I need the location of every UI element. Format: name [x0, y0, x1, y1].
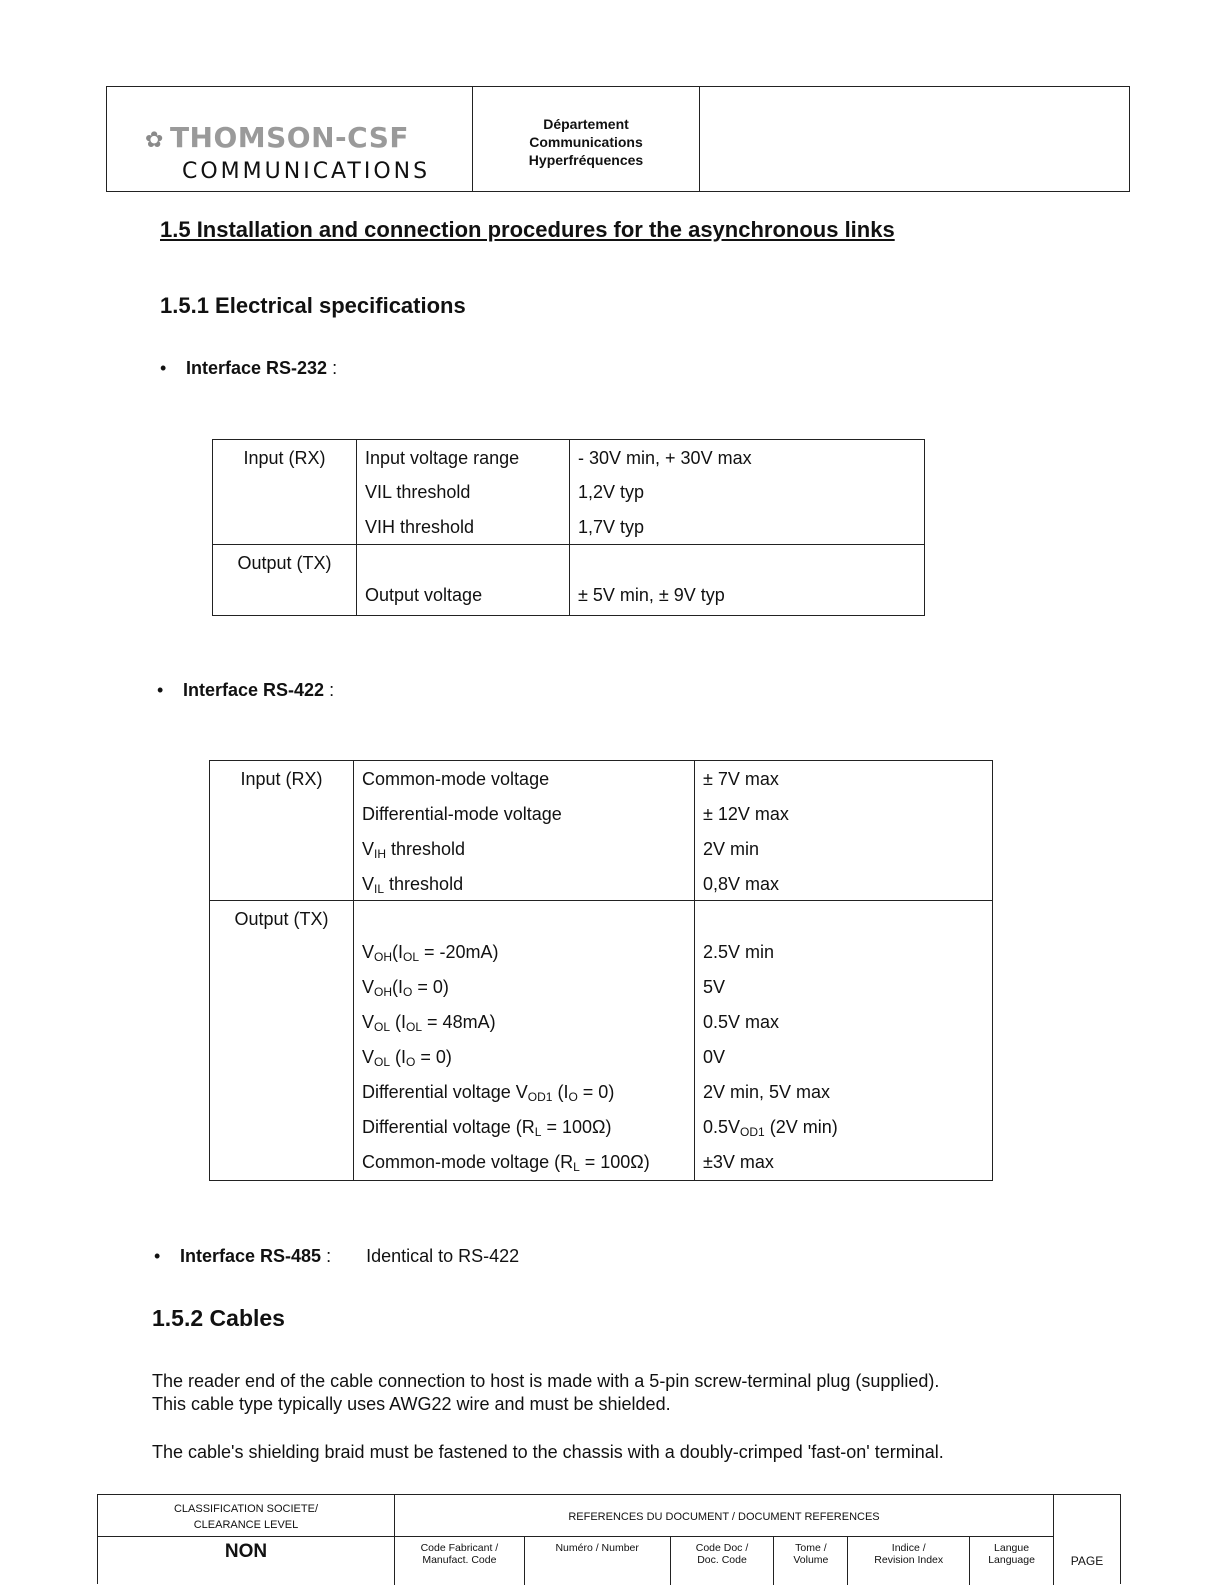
- column-label: Numéro / Number: [555, 1542, 639, 1554]
- empty-cell: [210, 936, 354, 971]
- bullet-label: Interface RS-422: [183, 680, 325, 700]
- logo-subtitle: COMMUNICATIONS: [182, 159, 431, 184]
- document-footer: [97, 1494, 1121, 1584]
- value-cell: 0,8V max: [703, 873, 780, 894]
- group-label: Input (RX): [210, 761, 354, 796]
- param-cell: $V_{OH}(I_O = 0)$: [354, 971, 695, 1006]
- table-row: [210, 796, 993, 831]
- table-row: [210, 1076, 993, 1111]
- group-label: Output (TX): [213, 545, 357, 581]
- divider: [98, 1536, 394, 1537]
- section-title: 1.5 Installation and connection procedures for the asynchronous links: [160, 217, 895, 242]
- param-cell: Common-mode voltage: [354, 761, 695, 796]
- value-cell: ± 7V max: [703, 769, 779, 789]
- dept-line: Hyperfréquences: [528, 152, 644, 168]
- empty-cell: [210, 1041, 354, 1076]
- bullet-suffix: :: [327, 358, 338, 378]
- dept-line: Département: [543, 116, 629, 132]
- column-label: Doc. Code: [697, 1554, 747, 1566]
- value-cell: 2.5V min: [703, 941, 775, 962]
- page-label: PAGE: [1070, 1554, 1104, 1568]
- value-cell: 5V: [703, 976, 726, 997]
- column-label: Code Fabricant /: [420, 1542, 499, 1554]
- cables-paragraph: The cable's shielding braid must be fastened to the chassis with a doubly-crimped 'fast-on' terminal.: [152, 1442, 944, 1462]
- column-label: Manufact. Code: [422, 1554, 497, 1566]
- param-cell: Output voltage: [357, 581, 570, 616]
- reference-column: [848, 1536, 970, 1585]
- reference-column: [525, 1536, 671, 1585]
- label-line: CLASSIFICATION SOCIETE/: [173, 1503, 319, 1515]
- value-cell: 1,2V typ: [578, 481, 645, 502]
- cables-paragraph: [152, 1370, 939, 1416]
- table-row: [210, 761, 993, 796]
- subsection-title: 1.5.1 Electrical specifications: [160, 293, 466, 318]
- value-cell: 0.5V max: [703, 1011, 780, 1032]
- empty-cell: [210, 971, 354, 1006]
- department-cell: [473, 87, 700, 191]
- param-cell: VIH threshold: [357, 509, 570, 545]
- bullet-icon: •: [154, 1246, 161, 1266]
- bullet-rs232: [160, 358, 337, 379]
- table-row: [213, 474, 925, 509]
- param-cell: Differential voltage $(R_L = 100\Omega)$: [354, 1111, 695, 1146]
- empty-cell: [213, 474, 357, 509]
- param-cell: $V_{IL}$ threshold: [354, 866, 695, 901]
- column-label: Langue: [994, 1542, 1030, 1554]
- value-cell: - 30V min, + 30V max: [578, 448, 752, 468]
- bullet-label: Interface RS-485: [180, 1246, 322, 1266]
- param-cell: $V_{OL}$ $(I_{OL} = 48mA)$: [354, 1006, 695, 1041]
- reference-column: [774, 1536, 848, 1585]
- table-row: [210, 936, 993, 971]
- param-cell: $V_{IH}$ threshold: [354, 831, 695, 866]
- reference-columns: [395, 1536, 1053, 1585]
- bullet-label: Interface RS-232: [186, 358, 328, 378]
- empty-cell: [357, 545, 570, 581]
- logo-mark-icon: ✿: [145, 128, 164, 153]
- table-row: [210, 901, 993, 936]
- empty-cell: [210, 796, 354, 831]
- table-row: [210, 1111, 993, 1146]
- bullet-rs422: [157, 680, 334, 701]
- table-row: [210, 971, 993, 1006]
- table-row: [213, 440, 925, 474]
- bullet-suffix: :: [321, 1246, 332, 1266]
- value-cell: ± 12V max: [703, 803, 789, 824]
- empty-cell: [210, 831, 354, 866]
- references-cell: [395, 1495, 1054, 1585]
- empty-cell: [210, 1111, 354, 1146]
- group-label: Input (RX): [213, 440, 357, 474]
- value-cell: 2V min, 5V max: [703, 1081, 831, 1102]
- empty-cell: [213, 509, 357, 545]
- reference-column: [970, 1536, 1053, 1585]
- rs232-table: [212, 439, 925, 616]
- empty-cell: [210, 866, 354, 901]
- reference-column: [671, 1536, 775, 1585]
- group-label: Output (TX): [210, 901, 354, 936]
- param-cell: Differential voltage $V_{OD1}$ $(I_O = 0)$: [354, 1076, 695, 1111]
- classification-value: NON: [224, 1541, 268, 1562]
- table-row: [210, 1146, 993, 1181]
- document-header: [106, 86, 1130, 192]
- value-cell: 2V min: [703, 838, 760, 859]
- table-row: [210, 1041, 993, 1076]
- logo-cell: [107, 87, 473, 191]
- value-cell: $0.5V_{OD1}$ (2V min): [703, 1116, 838, 1139]
- rs422-body: [210, 761, 993, 1181]
- label-line: CLEARANCE LEVEL: [193, 1519, 299, 1531]
- rs422-table: [209, 760, 993, 1181]
- value-cell: ±3V max: [703, 1151, 774, 1172]
- company-logo: [145, 121, 409, 154]
- header-blank-cell: [700, 87, 1129, 191]
- bullet-text: Identical to RS-422: [366, 1246, 520, 1266]
- table-row: [210, 831, 993, 866]
- table-row: [213, 545, 925, 581]
- classification-label: [98, 1501, 394, 1533]
- column-label: Indice /: [891, 1542, 926, 1554]
- param-cell: Input voltage range: [357, 440, 570, 474]
- empty-cell: [210, 1006, 354, 1041]
- table-row: [213, 581, 925, 616]
- logo-brand: THOMSON-CSF: [169, 121, 410, 154]
- param-cell: VIL threshold: [357, 474, 570, 509]
- dept-line: Communications: [529, 134, 643, 150]
- table-row: [210, 1006, 993, 1041]
- references-title: REFERENCES DU DOCUMENT / DOCUMENT REFERENCES: [568, 1511, 880, 1523]
- bullet-icon: •: [160, 358, 167, 378]
- table-row: [210, 866, 993, 901]
- table-row: [213, 509, 925, 545]
- column-label: Volume: [793, 1554, 829, 1566]
- param-cell: $V_{OL}$ $(I_O = 0)$: [354, 1041, 695, 1076]
- reference-column: [395, 1536, 525, 1585]
- bullet-suffix: :: [324, 680, 335, 700]
- param-cell: Common-mode voltage $(R_L = 100\Omega)$: [354, 1146, 695, 1181]
- empty-cell: [210, 1146, 354, 1181]
- value-cell: 1,7V typ: [578, 516, 645, 537]
- empty-cell: [210, 1076, 354, 1111]
- column-label: Code Doc /: [695, 1542, 749, 1554]
- empty-cell: [570, 545, 925, 581]
- value-cell: ± 5V min, ± 9V typ: [578, 584, 725, 605]
- paragraph-line: This cable type typically uses AWG22 wire and must be shielded.: [152, 1394, 671, 1414]
- bullet-rs485: [154, 1246, 519, 1267]
- param-cell: Differential-mode voltage: [354, 796, 695, 831]
- value-cell: 0V: [703, 1046, 726, 1067]
- column-label: Tome /: [795, 1542, 827, 1554]
- classification-cell: [98, 1495, 395, 1585]
- bullet-icon: •: [157, 680, 164, 700]
- empty-cell: [354, 901, 695, 936]
- empty-cell: [695, 901, 993, 936]
- param-cell: $V_{OH}(I_{OL} = -20mA)$: [354, 936, 695, 971]
- paragraph-line: The reader end of the cable connection to host is made with a 5-pin screw-terminal plug (supplied).: [152, 1371, 940, 1391]
- empty-cell: [213, 581, 357, 616]
- column-label: Revision Index: [874, 1554, 944, 1566]
- subsection-title: 1.5.2 Cables: [152, 1305, 285, 1331]
- column-label: Language: [988, 1554, 1035, 1566]
